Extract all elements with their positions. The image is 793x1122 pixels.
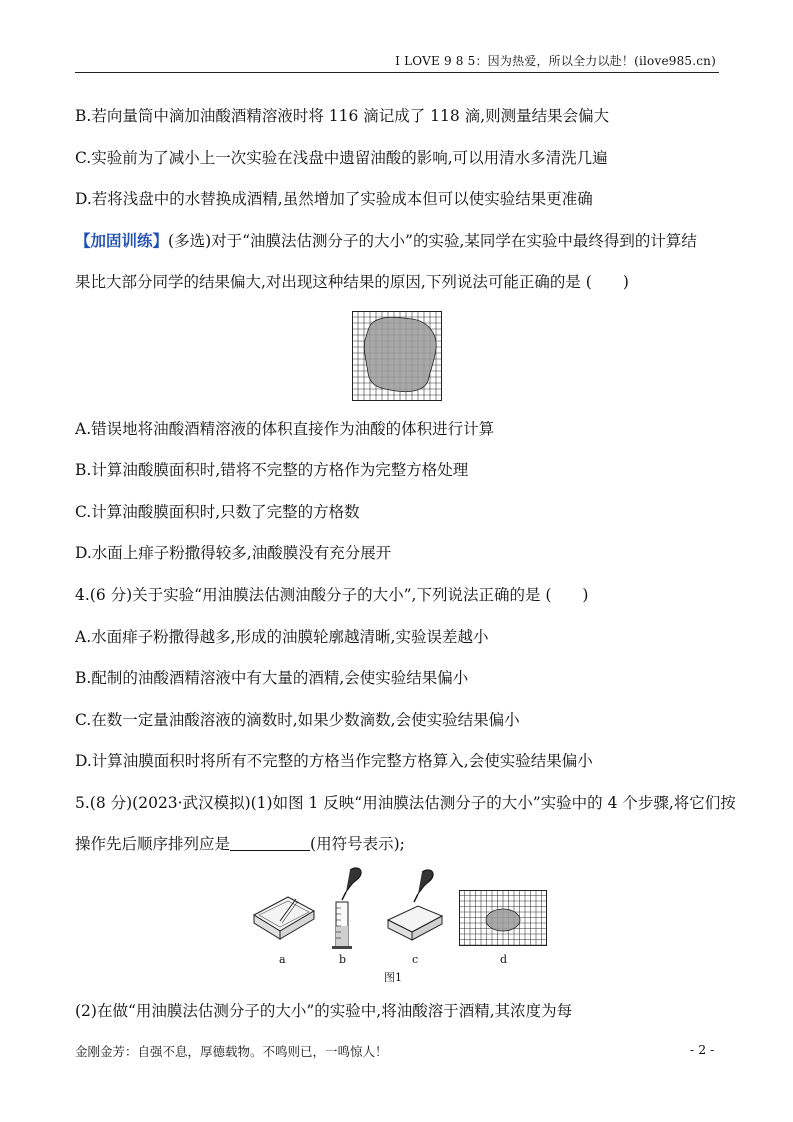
step-d-grid-icon (459, 890, 547, 946)
q5-part2: (2)在做“用油膜法估测分子的大小”的实验中,将油酸溶于酒精,其浓度为每 (75, 1002, 573, 1020)
q3-option-b: B.若向量筒中滴加油酸酒精溶液时将 116 滴记成了 118 滴,则测量结果会偏大 (75, 107, 610, 125)
q4-stem: 4.(6 分)关于实验“用油膜法估测油酸分子的大小”,下列说法正确的是 ( ) (75, 586, 589, 604)
practice-option-b: B.计算油酸膜面积时,错将不完整的方格作为完整方格处理 (75, 461, 469, 479)
q5-stem-line1: 5.(8 分)(2023·武汉模拟)(1)如图 1 反映“用油膜法估测分子的大小”实验中的 4 个步骤,将它们按 (75, 794, 736, 812)
q3-option-c: C.实验前为了减小上一次实验在浅盘中遗留油酸的影响,可以用清水多清洗几遍 (75, 149, 608, 167)
fig-label-a: a (279, 953, 286, 966)
step-b-cylinder-icon (328, 866, 368, 950)
q4-option-a: A.水面痱子粉撒得越多,形成的油膜轮廓越清晰,实验误差越小 (75, 628, 489, 646)
q5-stem-pre: 操作先后顺序排列应是 (75, 835, 231, 853)
fig-label-b: b (339, 953, 347, 966)
practice-option-c: C.计算油酸膜面积时,只数了完整的方格数 (75, 503, 360, 521)
q4-option-b: B.配制的油酸酒精溶液中有大量的酒精,会使实验结果偏小 (75, 669, 469, 687)
page-header: I LOVE 9 8 5：因为热爱，所以全力以赴！(ilove985.cn) (395, 54, 716, 68)
q5-stem-line2 (75, 834, 405, 854)
page-number: - 2 - (690, 1042, 715, 1057)
practice-option-d: D.水面上痱子粉撒得较多,油酸膜没有充分展开 (75, 544, 392, 562)
oil-film-grid-figure (352, 311, 442, 401)
fig-label-d: d (500, 953, 508, 966)
step-a-tray-icon (250, 885, 318, 947)
q4-option-d: D.计算油膜面积时将所有不完整的方格当作完整方格算入,会使实验结果偏小 (75, 752, 593, 770)
footer-motto: 金刚金芳：自强不息，厚德载物。不鸣则已，一鸣惊人！ (75, 1044, 388, 1059)
q3-option-d: D.若将浅盘中的水替换成酒精,虽然增加了实验成本但可以使实验结果更准确 (75, 190, 593, 208)
practice-stem-line2: 果比大部分同学的结果偏大,对出现这种结果的原因,下列说法可能正确的是 ( ) (75, 273, 629, 291)
step-c-dropper-tray-icon (384, 868, 448, 948)
q4-option-c: C.在数一定量油酸溶液的滴数时,如果少数滴数,会使实验结果偏小 (75, 711, 520, 729)
fig-label-c: c (412, 953, 419, 966)
practice-stem-text: (多选)对于“油膜法估测分子的大小”的实验,某同学在实验中最终得到的计算结 (168, 232, 697, 250)
header-rule (75, 72, 719, 73)
fig-caption: 图1 (384, 971, 402, 984)
practice-option-a: A.错误地将油酸酒精溶液的体积直接作为油酸的体积进行计算 (75, 420, 495, 438)
practice-tag: 【加固训练】 (75, 231, 169, 250)
practice-stem-line1 (75, 231, 697, 251)
answer-blank (230, 836, 310, 851)
q5-stem-post: (用符号表示); (310, 835, 405, 853)
